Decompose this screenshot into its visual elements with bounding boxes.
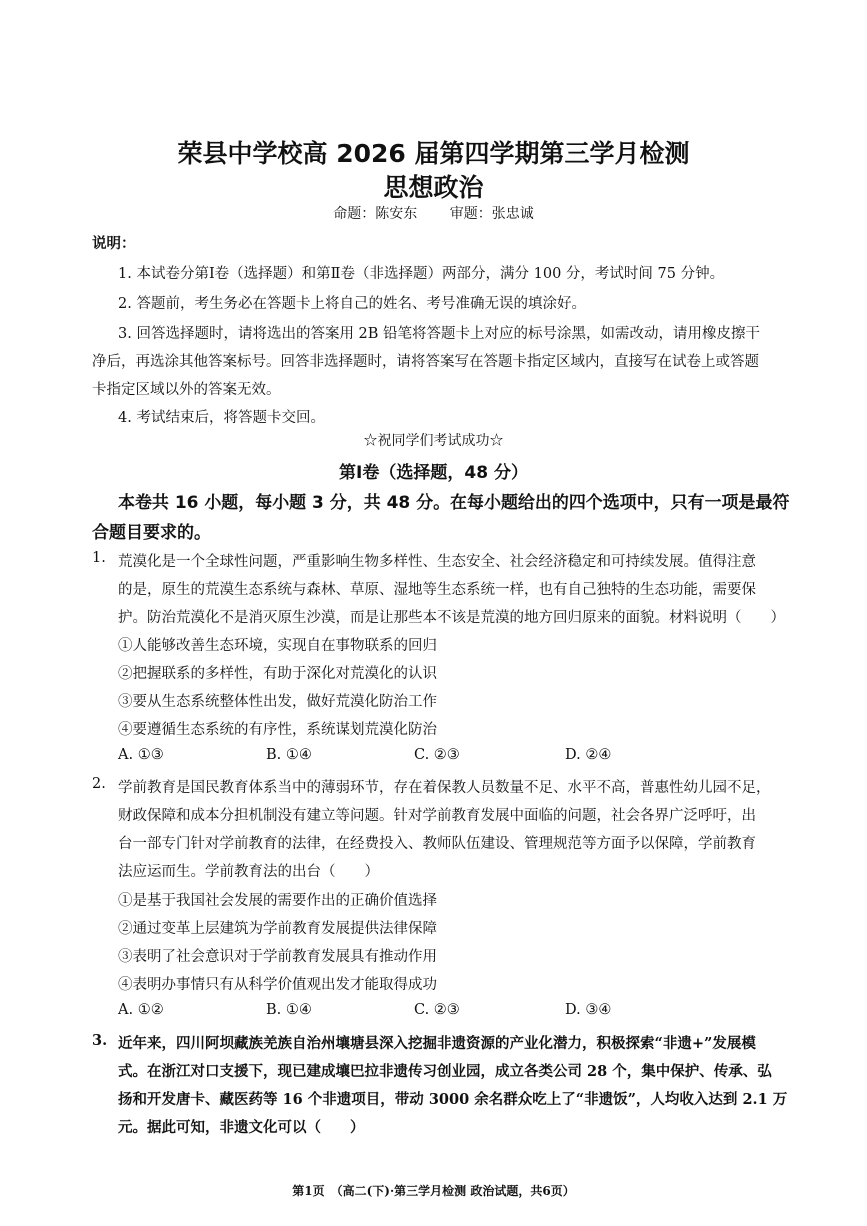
instructions-heading: 说明： [92,235,136,252]
statement: ③要从生态系统整体性出发，做好荒漠化防治工作 [118,694,437,710]
question-stem: 台一部专门针对学前教育的法律，在经费投入、教师队伍建设、管理规范等方面予以保障，学前教育 [118,836,756,852]
page-footer: 第1页 （高二(下)·第三学月检测 政治试题，共6页） [292,1184,575,1198]
section-title: 第Ⅰ卷（选择题，48 分） [339,463,528,483]
statement: ④表明办事情只有从科学价值观出发才能取得成功 [118,977,437,993]
statement: ①是基于我国社会发展的需要作出的正确价值选择 [118,893,437,909]
statement: ③表明了社会意识对于学前教育发展具有推动作用 [118,949,437,965]
option-b[interactable]: B. ①④ [266,1002,312,1018]
instruction-item: 3. 回答选择题时，请将选出的答案用 2B 铅笔将答题卡上对应的标号涂黑，如需改动，请用橡皮擦干 [118,326,761,342]
question-number: 3. [92,1032,108,1049]
option-d[interactable]: D. ②④ [565,747,612,763]
question-number: 2. [92,776,106,792]
option-d[interactable]: D. ③④ [565,1002,612,1018]
statement: ②把握联系的多样性，有助于深化对荒漠化的认识 [118,666,437,682]
question-stem: 式。在浙江对口支援下，现已建成壤巴拉非遗传习创业园，成立各类公司 28 个，集中保护、传承、弘 [118,1063,772,1080]
authors [0,203,867,223]
question-stem: 的是，原生的荒漠生态系统与森林、草原、湿地等生态系统一样，也有自己独特的生态功能，需要保 [118,582,756,598]
option-a[interactable]: A. ①③ [118,747,164,763]
section-intro: 合题目要求的。 [92,523,211,543]
instruction-item: 4. 考试结束后，将答题卡交回。 [118,410,325,426]
instruction-item: 卡指定区域以外的答案无效。 [92,382,281,398]
instruction-item: 净后，再选涂其他答案标号。回答非选择题时，请将答案写在答题卡指定区域内，直接写在试卷上或答题 [92,354,759,370]
question-number: 1. [92,550,106,566]
instruction-item: 2. 答题前，考生务必在答题卡上将自己的姓名、考号准确无误的填涂好。 [118,296,586,312]
option-c[interactable]: C. ②③ [414,1002,460,1018]
setter: 命题：陈安东 [333,206,418,222]
question-stem: 扬和开发唐卡、藏医药等 16 个非遗项目，带动 3000 余名群众吃上了“非遗饭”，人均收入达到 2.1 万 [118,1091,788,1108]
instruction-item: 1. 本试卷分第Ⅰ卷（选择题）和第Ⅱ卷（非选择题）两部分，满分 100 分，考试时间 75 分钟。 [118,266,725,282]
section-intro: 本卷共 16 小题，每小题 3 分，共 48 分。在每小题给出的四个选项中，只有一项是最符 [118,493,790,513]
question-stem: 法应运而生。学前教育法的出台（ ） [118,864,379,880]
statement: ④要遵循生态系统的有序性，系统谋划荒漠化防治 [118,722,437,738]
statement: ②通过变革上层建筑为学前教育发展提供法律保障 [118,921,437,937]
question-stem: 护。防治荒漠化不是消灭原生沙漠，而是让那些本不该是荒漠的地方回归原来的面貌。材料说明（ ） [118,610,785,626]
question-stem: 元。据此可知，非遗文化可以（ ） [118,1119,365,1136]
question-stem: 财政保障和成本分担机制没有建立等问题。针对学前教育发展中面临的问题，社会各界广泛呼吁，出 [118,808,756,824]
option-c[interactable]: C. ②③ [414,747,460,763]
question-stem: 近年来，四川阿坝藏族羌族自治州壤塘县深入挖掘非遗资源的产业化潜力，积极探索“非遗+”发展模 [118,1035,756,1052]
option-b[interactable]: B. ①④ [266,747,312,763]
good-luck-note: ☆祝同学们考试成功☆ [363,433,504,449]
question-stem: 荒漠化是一个全球性问题，严重影响生物多样性、生态安全、社会经济稳定和可持续发展。值得注意 [118,554,756,570]
exam-title: 荣县中学校高 2026 届第四学期第三学月检测 [177,139,690,168]
question-stem: 学前教育是国民教育体系当中的薄弱环节，存在着保教人员数量不足、水平不高，普惠性幼儿园不足， [118,780,771,796]
subject-title: 思想政治 [383,173,484,202]
reviewer: 审题：张忠诚 [449,206,534,222]
option-a[interactable]: A. ①② [118,1002,164,1018]
statement: ①人能够改善生态环境，实现自在事物联系的回归 [118,638,437,654]
